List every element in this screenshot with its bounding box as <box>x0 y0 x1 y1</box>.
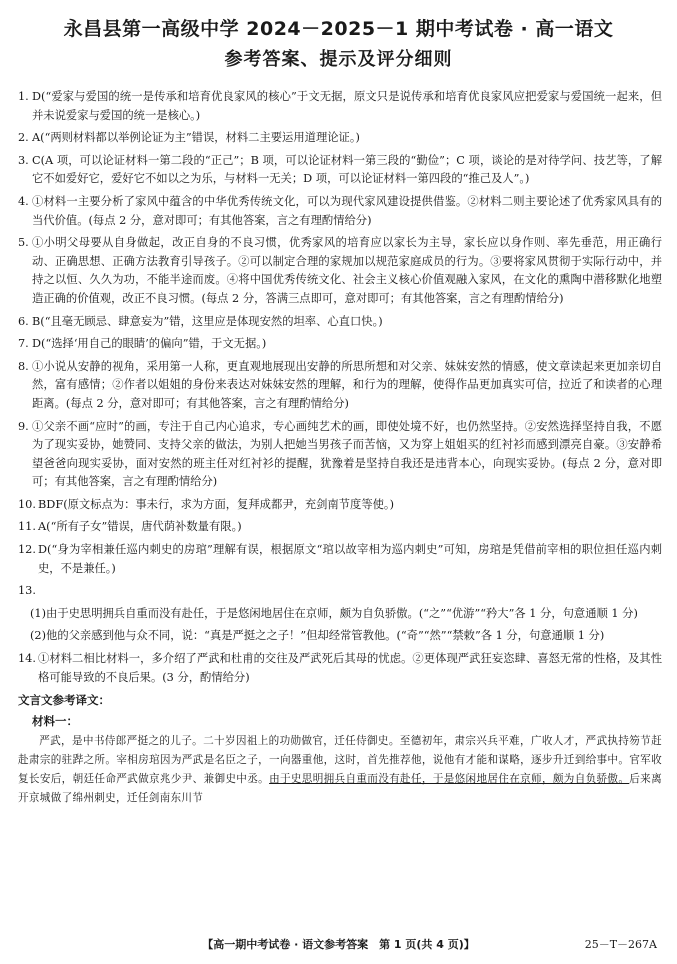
answer-text: B(“且毫无顾忌、肆意妄为”错，这里应是体现安然的坦率、心直口快。) <box>32 314 383 328</box>
translation-tail: 后来离开京城做了绵州刺史，迁任剑南东川节 <box>18 773 662 805</box>
answer-item <box>18 541 662 578</box>
answer-text: D(“选择‘用自己的眼睛’的偏向”错，于文无据。) <box>32 337 267 351</box>
translation-section-title: 文言文参考译文： <box>18 693 110 708</box>
answer-text: ①小明父母要从自身做起，改正自身的不良习惯，优秀家风的培育应以家长为主导，家长应以身作则、率先垂范，用正确行动、正确思想、正确方法教育引导孩子。②可以制定合理的家规加以规范家庭成员的行为。③要将家风贯彻于实际行动中，并持之以恒、久久为功，不能半途而废。④将中国优秀传统文化、社会主义核心价值观融入家风，在文化的熏陶中潜移默化地塑造正确的价值观，改正不良习惯。(每点 2 分，答满三点即可，意对即可；有其他答案，言之有理酌情给分) <box>32 236 662 305</box>
answer-item <box>18 152 662 189</box>
answer-number: 14. <box>18 652 36 666</box>
answer-number: 8. <box>18 359 29 373</box>
answer-text: C(A 项，可以论证材料一第二段的“正己”；B 项，可以论证材料一第三段的“勤俭”；C 项，谈论的是对待学问、技艺等，了解它不如爱好它，爱好它不如以之为乐，与材料一无关；D 项，可以论证材料一第四段的“推己及人”。) <box>32 153 662 186</box>
answer-item <box>18 518 662 537</box>
answer-number: 2. <box>18 131 29 145</box>
footer-label: 【高一期中考试卷 · 语文参考答案 第 1 页(共 4 页)】 <box>202 938 475 951</box>
answer-text: ①父亲不画“应时”的画，专注于自己内心追求，专心画纯艺术的画，即使处境不好，也仍然坚持。②安然选择坚持自我，不愿为了现实妥协，她赞同、支持父亲的做法，为别人把她当男孩子而苦恼，又为穿上姐姐买的红衬衫而感到漂亮自豪。③安静希望爸爸向现实妥协，面对安然的班主任对红衬衫的提醒，犹豫着是坚持自我还是违背本心，向现实妥协。(每点 2 分，意对即可；有其他答案，言之有理酌情给分) <box>32 419 662 489</box>
page-subtitle: 参考答案、提示及评分细则 <box>224 49 453 70</box>
page-footer <box>0 936 677 956</box>
answer-text <box>38 582 662 601</box>
answer-text: ①材料一主要分析了家风中蕴含的中华优秀传统文化，可以为现代家风建设提供借鉴。②材料二则主要论述了优秀家风具有的当代价值。(每点 2 分，意对即可；有其他答案，言之有理酌情给分) <box>32 194 662 227</box>
answer-number: 4. <box>18 194 29 208</box>
answer-sub-text: 由于史思明拥兵自重而没有赴任，于是悠闲地居住在京师，颇为自负骄傲。(“之”“优游”“矜大”各 1 分，句意通顺 1 分) <box>46 606 638 620</box>
answer-item <box>18 193 662 230</box>
answer-text: BDF(原文标点为：事未行，求为方面，复拜成都尹，充剑南节度等使。) <box>38 497 394 511</box>
answer-item <box>18 650 662 687</box>
answer-sub-number: (1) <box>30 606 47 620</box>
answer-text: A(“两则材料都以举例论证为主”错误，材料二主要运用道理论证。) <box>32 131 360 145</box>
answer-number: 10. <box>18 497 36 511</box>
answer-sub-text: 他的父亲感到他与众不同，说：“真是严挺之之子！”但却经常管教他。(“奇”“然”“禁敕”各 1 分，句意通顺 1 分) <box>46 629 605 643</box>
answer-item <box>18 582 662 601</box>
answer-item <box>18 234 662 308</box>
answer-text: ①小说从安静的视角，采用第一人称，更直观地展现出安静的所思所想和对父亲、妹妹安然的情感，使文章读起来更加亲切自然，富有感情；②作者以姐姐的身份来表达对妹妹安然的理解，和行为的理解，使得作品更加真实可信，拉近了和读者的心理距离。(每点 2 分，意对即可；有其他答案，言之有理酌情给分) <box>32 359 662 410</box>
answer-text: ①材料二相比材料一，多介绍了严武和杜甫的交往及严武死后其母的忧虑。②更体现严武狂妄恣肆、喜怒无常的性格，及其性格可能导致的不良后果。(3 分，酌情给分) <box>38 652 662 684</box>
footer-code: 25－T－267A <box>584 938 657 951</box>
material-one-title: 材料一： <box>32 713 78 728</box>
answer-item <box>18 358 662 414</box>
answer-text: D(“爱家与爱国的统一是传承和培育优良家风的核心”于文无据，原文只是说传承和培育优良家风应把爱家与爱国统一起来，但并未说爱家与爱国的统一是核心。) <box>32 90 662 122</box>
answer-number: 5. <box>18 236 29 250</box>
answer-number: 9. <box>18 419 29 433</box>
answer-item <box>18 335 662 354</box>
answer-number: 3. <box>18 153 29 167</box>
answer-sub-item <box>30 605 662 624</box>
answer-item <box>18 129 662 148</box>
answer-number: 13. <box>18 584 36 598</box>
answer-number: 6. <box>18 314 29 328</box>
answer-sub-item <box>30 627 662 646</box>
page-title: 永昌县第一高级中学 2024－2025－1 期中考试卷 · 高一语文 <box>63 18 614 40</box>
answer-text: A(“所有子女”错误，唐代荫补数量有限。) <box>38 520 242 534</box>
answer-item <box>18 88 662 125</box>
answer-number: 7. <box>18 337 29 351</box>
answer-number: 12. <box>18 543 36 557</box>
answer-number: 11. <box>18 520 36 534</box>
translation-underlined-sentence: 由于史思明拥兵自重而没有赴任，于是悠闲地居住在京师，颇为自负骄傲。 <box>269 773 630 786</box>
answer-item <box>18 313 662 332</box>
answer-number: 1. <box>18 90 29 103</box>
answer-text: D(“身为宰相兼任巡内刺史的房琯”理解有误，根据原文“琯以故宰相为巡内刺史”可知，房琯是凭借前宰相的职位担任巡内刺史，不是兼任。) <box>38 543 662 575</box>
answer-item <box>18 418 662 492</box>
answers-container <box>18 88 662 687</box>
translation-paragraph <box>18 732 662 808</box>
answer-item <box>18 496 662 515</box>
answer-sub-number: (2) <box>30 629 47 643</box>
answer-list <box>18 88 662 808</box>
translation-text: 严武，是中书侍郎严挺之的儿子。二十岁因祖上的功勋做官，迁任侍御史。至德初年，肃宗兴兵平难，广收人才，严武执持笏节赶赴肃宗的驻跸之所。宰相房琯因为严武是名臣之子，一向器重他，这时，首先推荐他，说他有才能和谋略，逐步升迁到给事中。官军收复长安后，朝廷任命严武做京兆少尹、兼御史中丞。 <box>18 735 662 786</box>
